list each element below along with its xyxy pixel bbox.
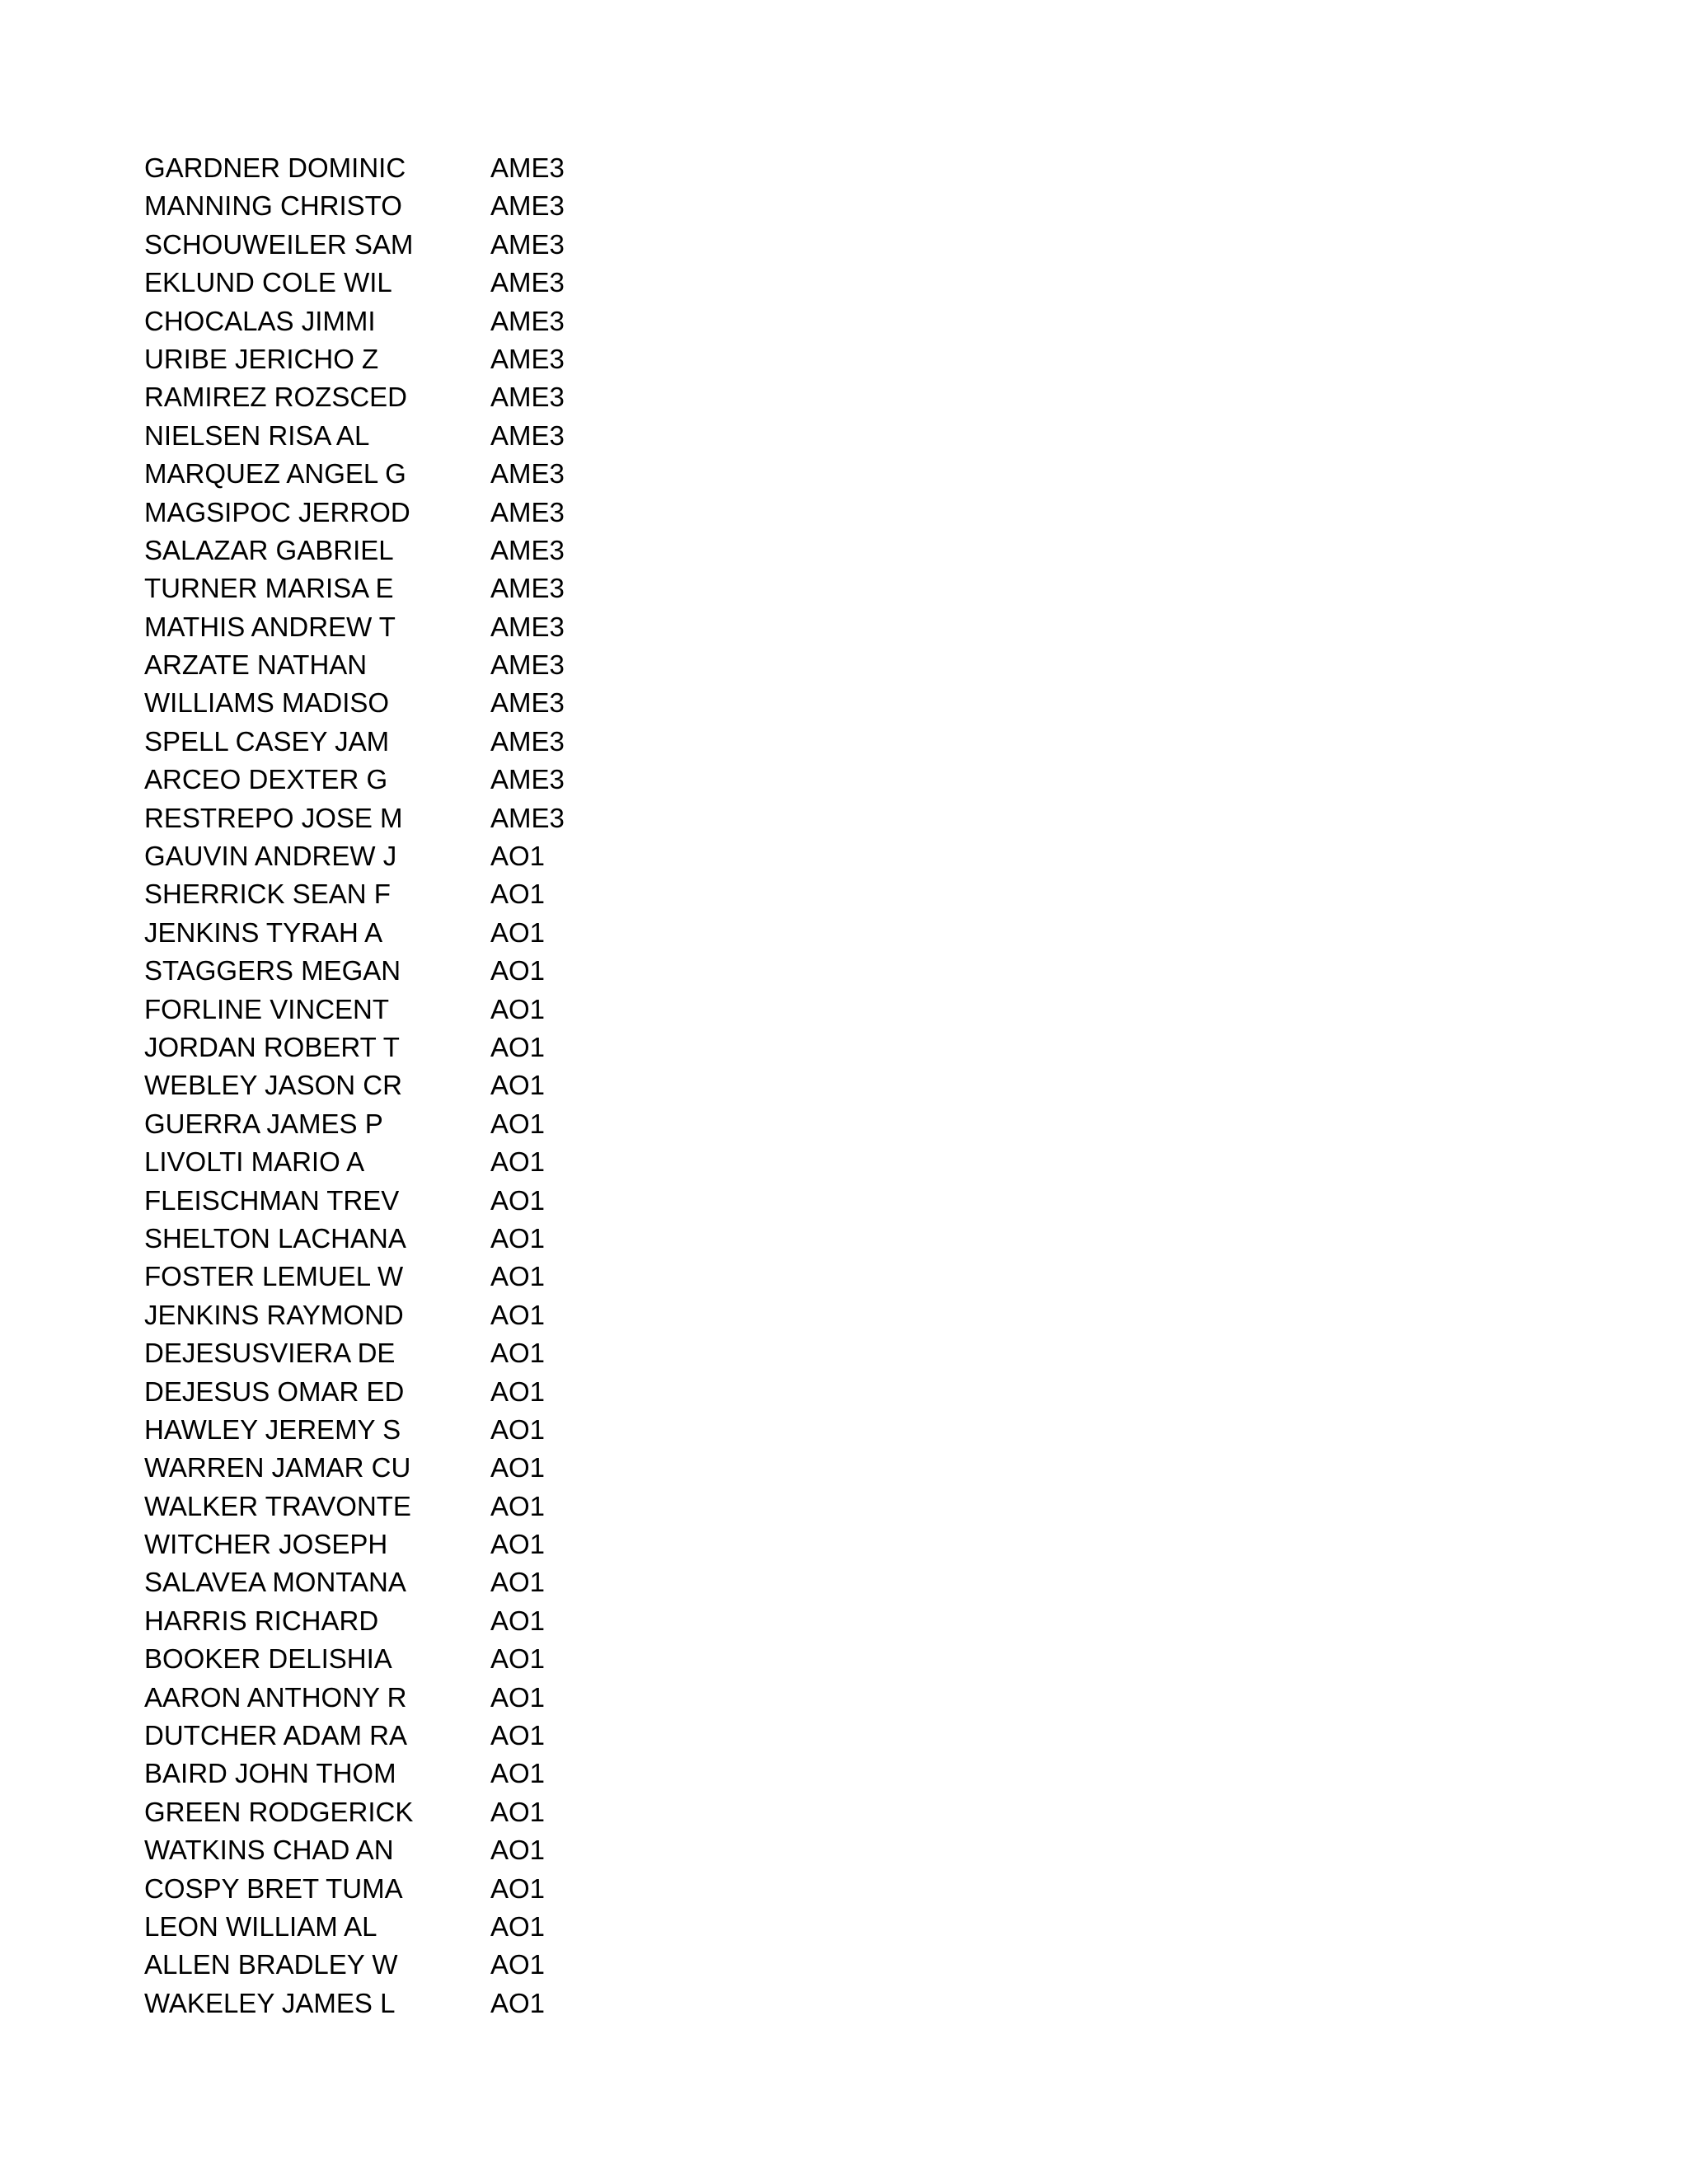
list-item [144,494,721,532]
list-item [144,1182,721,1220]
list-item [144,1526,721,1563]
person-name: SCHOUWEILER SAM [144,228,414,260]
person-name: WAKELEY JAMES L [144,1987,396,2018]
list-item [144,646,721,684]
list-item [144,378,721,416]
rate-code: AME3 [490,419,565,451]
rate-code: AO1 [490,1605,546,1636]
person-name: LEON WILLIAM AL [144,1910,377,1942]
rate-code: AO1 [490,1910,546,1942]
person-name: DEJESUS OMAR ED [144,1376,405,1407]
list-item [144,417,721,455]
list-item [144,1985,721,2022]
person-name: CHOCALAS JIMMI [144,305,376,336]
list-item [144,799,721,837]
person-name: GREEN RODGERICK [144,1796,414,1827]
list-item [144,1679,721,1717]
rate-code: AO1 [490,841,546,872]
rate-code: AO1 [490,1796,546,1827]
list-item [144,1105,721,1143]
person-name: DUTCHER ADAM RA [144,1720,408,1751]
list-item [144,1946,721,1984]
list-item [144,1831,721,1869]
rate-code: AO1 [490,1949,546,1980]
person-name: JENKINS RAYMOND [144,1299,404,1330]
rate-code: AO1 [490,1872,546,1904]
rate-code: AME3 [490,343,565,374]
list-item [144,340,721,378]
rate-code: AO1 [490,1490,546,1521]
person-name: MATHIS ANDREW T [144,611,396,642]
person-name: HAWLEY JEREMY S [144,1413,401,1445]
person-name: SALAVEA MONTANA [144,1567,406,1598]
rate-code: AO1 [490,1720,546,1751]
person-name: URIBE JERICHO Z [144,343,379,374]
list-item [144,1563,721,1601]
rate-code: AO1 [490,916,546,948]
rate-code: AO1 [490,1835,546,1866]
list-item [144,2022,721,2060]
rate-code: AO1 [490,1146,546,1178]
person-name: LIVOLTI MARIO A [144,1146,365,1178]
rate-code: AME3 [490,496,565,527]
list-item [144,1373,721,1411]
person-name: ALLEN BRADLEY W [144,1949,398,1980]
rate-code: AME3 [490,228,565,260]
person-name: AARON ANTHONY R [144,1681,407,1713]
list-item [144,149,721,187]
list-item [144,264,721,302]
list-item [144,1411,721,1449]
person-name: SHERRICK SEAN F [144,879,391,910]
rate-code: AO1 [490,1222,546,1254]
list-item [144,1449,721,1487]
list-item [144,1602,721,1640]
list-item [144,1143,721,1181]
rate-code: AO1 [490,1376,546,1407]
rate-code: AME3 [490,267,565,298]
person-name: FORLINE VINCENT [144,993,390,1024]
person-name: GUERRA JAMES P [144,1108,383,1139]
list-item [144,952,721,990]
person-name: MARQUEZ ANGEL G [144,458,406,490]
list-item [144,991,721,1029]
rate-code: AME3 [490,190,565,222]
rate-code: AME3 [490,382,565,413]
rate-code: AME3 [490,458,565,490]
rate-code: AO1 [490,1987,546,2018]
person-name: SHELTON LACHANA [144,1222,406,1254]
person-name: SPELL CASEY JAM [144,725,390,757]
person-name: ARZATE NATHAN [144,649,368,681]
list-item [144,1029,721,1066]
rate-code: AO1 [490,1529,546,1560]
person-name: WARREN JAMAR CU [144,1452,411,1483]
rate-code: AO1 [490,879,546,910]
person-name: GAUVIN ANDREW J [144,841,397,872]
list-item [144,761,721,799]
list-item [144,187,721,225]
list-item [144,1334,721,1372]
list-item [144,1755,721,1793]
person-name: MAGSIPOC JERROD [144,496,410,527]
rate-code: AME3 [490,573,565,604]
rate-code: AO1 [490,1299,546,1330]
rate-code: AO1 [490,1108,546,1139]
list-item [144,1258,721,1296]
person-name: TURNER MARISA E [144,573,394,604]
rate-code: AME3 [490,725,565,757]
rate-code: AO1 [490,955,546,987]
rate-code: AME3 [490,764,565,795]
list-item [144,569,721,607]
list-item [144,1870,721,1908]
person-name: MANNING CHRISTO [144,190,402,222]
rate-code: AO1 [490,993,546,1024]
person-name: WITCHER JOSEPH [144,1529,388,1560]
list-item [144,455,721,493]
rate-code: AO1 [490,1070,546,1101]
list-item [144,302,721,340]
person-name: DEJESUSVIERA DE [144,1338,396,1369]
rate-code: AO1 [490,1413,546,1445]
person-name: HARRIS RICHARD [144,1605,379,1636]
person-name: WEBLEY JASON CR [144,1070,402,1101]
rate-code: AO1 [490,1261,546,1292]
rate-code: AME3 [490,649,565,681]
roster-list [144,149,721,2061]
list-item [144,1488,721,1526]
list-item [144,875,721,913]
person-name: GARDNER DOMINIC [144,152,406,183]
person-name: NIELSEN RISA AL [144,419,370,451]
person-name: SALAZAR GABRIEL [144,534,394,565]
rate-code: AO1 [490,1758,546,1789]
person-name: JORDAN ROBERT T [144,1031,400,1062]
list-item [144,1220,721,1258]
person-name: COSPY BRET TUMA [144,1872,403,1904]
list-item [144,684,721,722]
rate-code: AME3 [490,534,565,565]
person-name: FLEISCHMAN TREV [144,1184,400,1216]
list-item [144,608,721,646]
rate-code: AO1 [490,1338,546,1369]
person-name: ARCEO DEXTER G [144,764,388,795]
rate-code: AME3 [490,152,565,183]
person-name: EKLUND COLE WIL [144,267,392,298]
list-item [144,914,721,952]
list-item [144,1640,721,1678]
person-name: WALKER TRAVONTE [144,1490,411,1521]
person-name: RAMIREZ ROZSCED [144,382,408,413]
rate-code: AO1 [490,1567,546,1598]
list-item [144,837,721,875]
rate-code: AO1 [490,1643,546,1675]
list-item [144,226,721,264]
person-name: FOSTER LEMUEL W [144,1261,404,1292]
rate-code: AO1 [490,1681,546,1713]
rate-code: AME3 [490,611,565,642]
rate-code: AME3 [490,687,565,719]
rate-code: AO1 [490,1184,546,1216]
person-name: JENKINS TYRAH A [144,916,383,948]
list-item [144,1296,721,1334]
person-name: RESTREPO JOSE M [144,802,403,833]
person-name: STAGGERS MEGAN [144,955,401,987]
rate-code: AO1 [490,1452,546,1483]
rate-code: AME3 [490,305,565,336]
list-item [144,1908,721,1946]
list-item [144,1717,721,1755]
rate-code: AO1 [490,1031,546,1062]
person-name: BOOKER DELISHIA [144,1643,392,1675]
rate-code: AME3 [490,802,565,833]
list-item [144,723,721,761]
person-name: BAIRD JOHN THOM [144,1758,396,1789]
person-name: WATKINS CHAD AN [144,1835,394,1866]
person-name: WILLIAMS MADISO [144,687,390,719]
list-item [144,1066,721,1104]
list-item [144,532,721,569]
list-item [144,1793,721,1831]
